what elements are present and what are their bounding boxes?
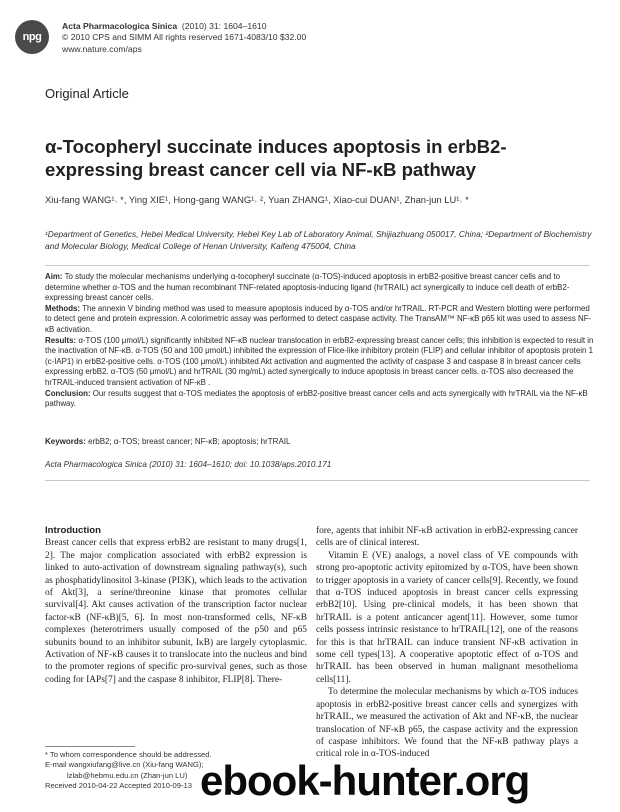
- intro-paragraph-3: Vitamin E (VE) analogs, a novel class of VE compounds with strong pro-apoptotic activity epitomized by α-TOS, have been shown to trigger apoptosis in a variety of cancer cells[9]. Recently, we found that α-TOS induced apoptosis in breast cancer cells expressing erbB2[10]. Using pre-clinical models, it has been shown that hrTRAIL is a potent anticancer agent[11]. However, some tumor cells possess intrinsic resistance to hrTRAIL[12], one of the reasons for this is that hrTRAIL can induce transient NF-κB activation in some cell types[13]. A cooperative apoptotic effect of α-TOS and hrTRAIL has been observed in human malignant mesothelioma cells[11].: [316, 550, 578, 685]
- intro-paragraph-2: fore, agents that inhibit NF-κB activation in erbB2-expressing cancer cells are of clinical interest.: [316, 526, 578, 549]
- keywords-text: erbB2; α-TOS; breast cancer; NF-κB; apoptosis; hrTRAIL: [85, 437, 291, 446]
- section-label: Original Article: [45, 86, 129, 101]
- conclusion-label: Conclusion:: [45, 388, 91, 398]
- keywords: [45, 437, 590, 446]
- journal-url[interactable]: www.nature.com/aps: [62, 43, 142, 54]
- footnote-correspondence: * To whom correspondence should be addressed.: [45, 750, 212, 759]
- copyright-line: © 2010 CPS and SIMM All rights reserved 1671-4083/10 $32.00: [62, 32, 307, 43]
- affiliation: ¹Department of Genetics, Hebei Medical University, Hebei Key Lab of Laboratory Animal, Shijiazhuang 050017, China; ²Department of Biochemistry and Molecular Biology, Medical College of Henan University, Kaifeng 475004, China: [45, 229, 592, 251]
- aim-text: To study the molecular mechanisms underlying α-tocopheryl succinate (α-TOS)-induced apoptosis in erbB2-positive breast cancer cells and to determine whether α-TOS and the human recombinant TNF-related apoptosis-inducing ligand (hrTRAIL) act synergically to induce cell death of erbB2-expressing breast cancer cells.: [45, 272, 570, 303]
- column-left: [45, 525, 307, 686]
- keywords-label: Keywords:: [45, 437, 86, 446]
- intro-heading: Introduction: [45, 525, 101, 536]
- conclusion-text: Our results suggest that α-TOS mediates the apoptosis of erbB2-positive breast cancer cells and acts synergically with hrTRAIL via the NF-κB pathway.: [45, 388, 588, 409]
- intro-paragraph-1: Breast cancer cells that express erbB2 are resistant to many drugs[1, 2]. The major complication associated with erbB2 expression is linked to auto-activation of downstream signaling pathway(s), such as phosphatidylinositol 3-kinase (PI3K), which leads to the activation of Akt[3], a serine/threonine kinase that promotes cellular survival[4]. Akt causes activation of the transcription factor nuclear factor-κB (NF-κB)[5, 6]. In most non-transformed cells, NF-κB complexes (heterotrimers usually composed of the p50 and p65 subunits bound to an inhibitor subunit, IκB) are largely cytoplasmic. Activation of NF-κB causes it to translocate into the nucleus and bind to the promoter regions of specific pro-survival genes, such as those coding for IAPs[7] and the caspase 8 inhibitor, FLIP[8]. There-: [45, 538, 307, 685]
- divider-top: [45, 265, 590, 266]
- journal-name: Acta Pharmacologica Sinica: [62, 21, 178, 31]
- abstract: [45, 272, 595, 410]
- results-label: Results:: [45, 335, 77, 345]
- divider-bottom: [45, 480, 590, 481]
- journal-issue: (2010) 31: 1604–1610: [181, 21, 267, 31]
- author-list: Xiu-fang WANG¹˒ *, Ying XIE¹, Hong-gang WANG¹˒ ², Yuan ZHANG¹, Xiao-cui DUAN¹, Zhan-jun LU¹˒ *: [45, 194, 469, 205]
- footnote-email-1[interactable]: E-mail wangxiufang@live.cn (Xiu-fang WANG);: [45, 760, 204, 770]
- footnote-divider: [45, 746, 135, 747]
- article-title: α-Tocopheryl succinate induces apoptosis in erbB2-expressing breast cancer cell via NF-κB pathway: [45, 136, 507, 180]
- aim-label: Aim:: [45, 272, 63, 281]
- column-right: [316, 525, 578, 761]
- citation: Acta Pharmacologica Sinica (2010) 31: 1604–1610; doi: 10.1038/aps.2010.171: [45, 460, 332, 469]
- watermark: ebook-hunter.org: [200, 757, 530, 804]
- intro-paragraph-4: To determine the molecular mechanisms by which α-TOS induces apoptosis in erbB2-positive breast cancer cells and synergizes with hrTRAIL, we measured the activation of Akt and NF-κB, the nuclear translocation of NF-κB p65, the caspase activity and the expression of caspase inhibitors. We found that the NF-κB pathway plays a critical role in α-TOS-induced: [316, 687, 578, 760]
- results-text: α-TOS (100 μmol/L) significantly inhibited NF-κB nuclear translocation in erbB2-expressing breast cancer cells; this inhibition is expected to result in the inactivation of NF-κB. α-TOS (50 and 100 μmol/L) inhibited the expression of Flice-like inhibitory protein (FLIP) and cellular inhibitor of apoptosis protein 1 (c-IAP1) in erbB2-positive cells. α-TOS (100 μmol/L) inhibited Akt activation and augmented the activity of caspase 3 and caspase 8 in breast cancer cells expressing erbB2. α-TOS (50 μmol/L) and hrTRAIL (30 mg/mL) acted synergically to induce apoptosis in breast cancer cells. α-TOS also decreased the hrTRAIL-induced transient activation of NF-κB .: [45, 335, 594, 387]
- journal-header: [62, 21, 306, 55]
- methods-text: The annexin V binding method was used to measure apoptosis induced by α-TOS and/or hrTRAIL. RT-PCR and Western blotting were performed to detect gene and protein expression. A colorimetric assay was performed to detect caspase activity. The TransAM™ NF-κB p65 kit was used to assess NF-κB activation.: [45, 303, 592, 334]
- methods-label: Methods:: [45, 303, 81, 313]
- footnote-dates: Received 2010-04-22 Accepted 2010-09-13: [45, 781, 192, 791]
- footnote-email-2[interactable]: lzlab@hebmu.edu.cn (Zhan-jun LU): [67, 770, 188, 780]
- npg-logo: npg: [15, 20, 49, 54]
